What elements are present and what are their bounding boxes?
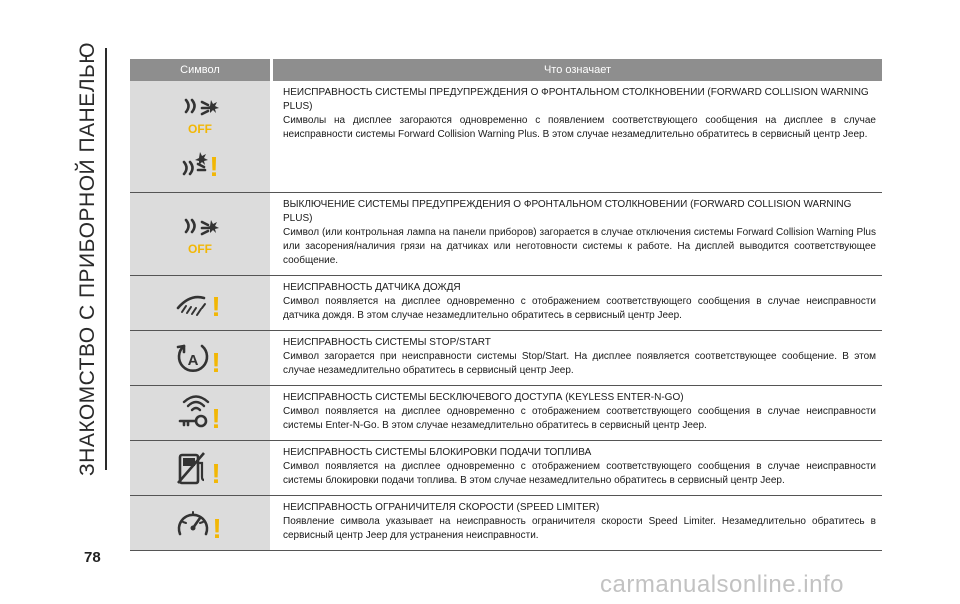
header-symbol: Символ [180, 64, 220, 76]
row-description: Символ появляется на дисплее одновременно с отображением соответствующего сообщения в случае неисправности датчика дождя. В этом случае незамедлительно обратитесь в сервисный центр Jeep. [283, 296, 876, 321]
row-description: Символ (или контрольная лампа на панели приборов) загорается в случае отключения системы Forward Collision Warning Plus или засорения/наличия грязи на датчиках или неготовности системы к работе. На дисплей выводится соответствующее сообщение. [283, 227, 876, 266]
warning-symbols-table [130, 59, 882, 551]
exclamation-mark: ! [211, 403, 221, 432]
watermark: carmanualsonline.info [600, 571, 844, 598]
table-header [130, 59, 882, 81]
symbol-cell [130, 276, 273, 330]
table-row [130, 496, 882, 551]
speed-limiter-fault-icon [174, 504, 226, 542]
header-meaning: Что означает [270, 59, 882, 81]
symbol-cell [130, 441, 273, 495]
exclamation-mark: ! [211, 291, 221, 320]
fuel-cutoff-fault-icon [174, 449, 226, 487]
row-title: НЕИСПРАВНОСТЬ СИСТЕМЫ STOP/START [283, 337, 491, 348]
row-title: НЕИСПРАВНОСТЬ СИСТЕМЫ БЕСКЛЮЧЕВОГО ДОСТУПА (KEYLESS ENTER-N-GO) [283, 392, 684, 403]
table-row [130, 386, 882, 441]
section-title: ЗНАКОМСТВО С ПРИБОРНОЙ ПАНЕЛЬЮ [76, 41, 100, 477]
symbol-cell [130, 496, 273, 550]
off-label: OFF [188, 121, 212, 136]
auto-letter: A [187, 352, 199, 369]
table-row [130, 331, 882, 386]
symbol-cell [130, 193, 273, 275]
row-title: НЕИСПРАВНОСТЬ ДАТЧИКА ДОЖДЯ [283, 282, 461, 293]
section-title-vertical [68, 40, 108, 478]
meaning-cell [273, 193, 882, 275]
forward-collision-fault-icon [178, 142, 222, 182]
exclamation-mark: ! [212, 513, 222, 542]
page-number: 78 [84, 549, 101, 566]
keyless-enter-go-fault-icon [174, 394, 226, 432]
exclamation-mark: ! [209, 150, 219, 182]
row-title: НЕИСПРАВНОСТЬ СИСТЕМЫ БЛОКИРОВКИ ПОДАЧИ ТОПЛИВА [283, 447, 592, 458]
meaning-cell [273, 276, 882, 330]
stop-start-fault-icon [174, 340, 226, 376]
section-divider [105, 48, 107, 470]
symbol-cell [130, 386, 273, 440]
table-row [130, 441, 882, 496]
row-title: НЕИСПРАВНОСТЬ ОГРАНИЧИТЕЛЯ СКОРОСТИ (SPEED LIMITER) [283, 502, 600, 513]
row-description: Символ загорается при неисправности системы Stop/Start. На дисплее появляется соответствующее сообщение. В этом случае незамедлительно обратитесь в сервисный центр Jeep. [283, 351, 876, 376]
table-row [130, 81, 882, 193]
row-description: Символ появляется на дисплее одновременно с отображением соответствующего сообщения в случае неисправности системы блокировки подачи топлива. В этом случае незамедлительно обратитесь в сервисный центр Jeep. [283, 461, 876, 486]
off-label: OFF [188, 242, 212, 256]
meaning-cell [273, 331, 882, 385]
meaning-cell [273, 441, 882, 495]
row-title: НЕИСПРАВНОСТЬ СИСТЕМЫ ПРЕДУПРЕЖДЕНИЯ О ФРОНТАЛЬНОМ СТОЛКНОВЕНИИ (FORWARD COLLISION WARNING PLUS) [283, 87, 869, 112]
meaning-cell [273, 386, 882, 440]
exclamation-mark: ! [211, 458, 221, 487]
meaning-cell [273, 81, 882, 192]
rain-sensor-fault-icon [174, 286, 226, 320]
forward-collision-off-icon [178, 212, 222, 256]
row-description: Появление символа указывает на неисправность ограничителя скорости Speed Limiter. Незамедлительно обратитесь в сервисный центр Jeep для устранения неисправности. [283, 516, 876, 541]
exclamation-mark: ! [211, 347, 221, 376]
table-row [130, 193, 882, 276]
row-description: Символ появляется на дисплее одновременно с отображением соответствующего сообщения в случае неисправности системы Enter-N-Go. В этом случае незамедлительно обратитесь в сервисный центр Jeep. [283, 406, 876, 431]
symbol-cell [130, 331, 273, 385]
forward-collision-off-icon [178, 92, 222, 136]
meaning-cell [273, 496, 882, 550]
row-title: ВЫКЛЮЧЕНИЕ СИСТЕМЫ ПРЕДУПРЕЖДЕНИЯ О ФРОНТАЛЬНОМ СТОЛКНОВЕНИИ (FORWARD COLLISION WARNING PLUS) [283, 199, 852, 224]
symbol-cell [130, 81, 273, 192]
table-row [130, 276, 882, 331]
row-description: Символы на дисплее загораются одновременно с появлением соответствующего сообщения на дисплее в случае неисправности системы Forward Collision Warning Plus. В этом случае незамедлительно обратитесь в сервисный центр Jeep. [283, 115, 876, 140]
